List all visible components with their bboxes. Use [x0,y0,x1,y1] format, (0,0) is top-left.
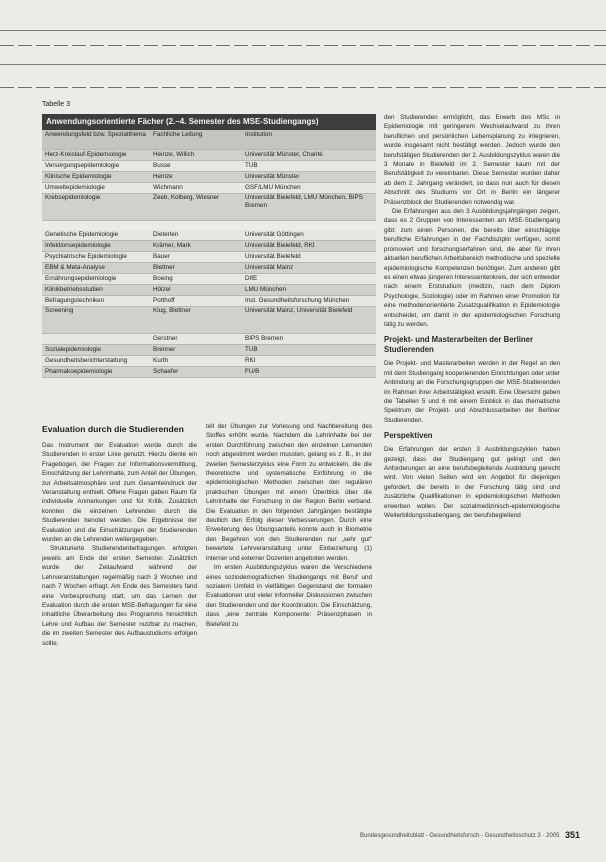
middle-text-column [206,422,372,825]
field-cell: Herz-Kreislauf-Epidemiologie [42,150,150,161]
table-row [42,334,376,345]
lead-cell: Potthoff [150,296,242,307]
table-row [42,307,376,334]
table-title: Anwendungsorientierte Fächer (2.–4. Semester des MSE-Studiengangs) [42,114,376,130]
table-caption: Tabelle 3 [42,101,71,108]
column-header: Anwendungsfeld bzw. Spezialthema [42,130,150,150]
lead-cell: Bauer [150,252,242,263]
field-cell: Psychiatrische Epidemiologie [42,252,150,263]
lead-cell: Schaefer [150,367,242,378]
lead-cell: Kurth [150,356,242,367]
field-cell: Klinische Epidemiologie [42,172,150,183]
institution-cell: Universität Münster [242,172,376,183]
institution-cell: TUB [242,161,376,172]
top-rule-dashed-2 [0,87,606,88]
lead-cell: Dieterlen [150,230,242,241]
field-cell: Sozialepidemiologie [42,345,150,356]
paragraph: den Studierenden ermöglicht, das Erwerb des MSc in Epidemiologie mit geringerem Wechselaufwand zu ihren beruflichen und persönlichen Lebensplanung zu integrieren, wurde insgesamt nicht bestätigt werden. Jedoch wurde den berufstätigen Studierenden der 2. Ausbildungszyklus waren die 3 Monate in Bielefeld im 2. Semester kaum mit der Berufstätigkeit zu vereinbaren. Diese Semester wurden daher ab dem 2. Jahrgang verändert, so dass nun auch für diesen Abschnitt des Studiums vor Ort in Berlin ein längerer Präsenzblock der Studierenden notwendig war. [384,114,560,206]
table-row [42,194,376,221]
institution-cell: DIfE [242,274,376,285]
table-row [42,252,376,263]
section-heading-projects: Projekt- und Masterarbeiten der Berliner Studierenden [384,335,534,355]
field-cell: EBM & Meta-Analyse [42,263,150,274]
institution-cell: Universität Göttingen [242,230,376,241]
institution-cell: Inst. Gesundheitsforschung München [242,296,376,307]
paragraph: Die Erfahrungen aus den 3 Ausbildungsjahrgängen zeigen, dass es 2 Gruppen von Interessenten am MSE-Studiengang gibt: zum einen Personen, die bereits über einschlägige berufliche Erfahrungen in der Fachdisziplin verfügen, somit promoviert und forschungserfahren sind, die aber für ihren aktuellen beruflichen Arbeitsbereich methodische und spezielle epidemiologische Kompetenzen benötigen. Zum anderen gibt es einen etwas jüngeren Interessentenkreis, der sich entweder nach einem Erststudium (medizin, nach dem Diplom Psychologie, Soziologie) oder im Rahmen einer Promotion für eine methodenorientierte Zusatzqualifikation in Epidemiologie entscheidet, um damit in der epidemiologischen Forschung tätig zu werden. [384,208,560,328]
left-text-column [42,441,197,821]
lead-cell: Blettner [150,263,242,274]
top-rule-2 [0,64,606,65]
institution-cell: Universität Bielefeld [242,252,376,263]
field-cell: Genetische Epidemiologie [42,230,150,241]
lead-cell: Krämer, Mark [150,241,242,252]
column-header: Fachliche Leitung [150,130,242,150]
institution-cell: Universität Bielefeld, RKI [242,241,376,252]
section-heading-perspectives: Perspektiven [384,431,433,441]
lead-cell: Heinze [150,172,242,183]
field-cell: Umweltepidemiologie [42,183,150,194]
paragraph: Im ersten Ausbildungszyklus waren die Verschiedene eines soziodemografischen Studiengangs mit Beruf und sozialem Umfeld in vielfältigen Gegenstand der formalen Evaluationen und vieler informeller Diskussionen zwischen den Studierenden und der Koordination. Die Einschätzung, dass „eine zentrale Komponente: Präsenzphasen in Bielefeld zu [206,564,372,628]
lead-cell: Klug, Blettner [150,307,242,334]
table-spacer [42,221,376,231]
lead-cell: Hölzel [150,285,242,296]
right-text-column [384,113,560,841]
lead-cell: Gerstner [150,334,242,345]
table-row [42,241,376,252]
table-row [42,161,376,172]
field-cell: Gesundheitsberichterstattung [42,356,150,367]
institution-cell: Universität Mainz [242,263,376,274]
field-cell: Versorgungsepidemiologie [42,161,150,172]
section-heading-evaluation: Evaluation durch die Studierenden [42,424,184,434]
paragraph: Strukturierte Studierendenbefragungen erfolgten jeweils am Ende der ersten Semester. Zusätzlich wurde der Zeitaufwand während der Lehrveranstaltungen regelmäßig nach 3 Wochen und nach 7 Wochen erfragt. Am Ende des Semesters fand eine Vorbesprechung statt, um das Lernen der Evaluation durch die ersten MSE-Befragungen für eine inhaltliche Überarbeitung des Programms hinsichtlich Lehre und Aufbau der Semester nutzbar zu machen, die im zweiten Semester des Aufbaustudiums erfolgen sollte. [42,545,197,647]
paragraph: Die Erfahrungen der ersten 3 Ausbildungszyklen haben gezeigt, dass der Studiengang gut gelingt und den Anforderungen an eine berufsbegleitende Ausbildung gerecht wird. Von vielen Seiten wird ein Angebot für diejenigen gefordert, die bereits in der Forschung tätig sind und zusätzliche Qualifikationen in epidemiologischen Methoden erwerben wollen. Der sozialmedizinisch-epidemiologische Weiterbildungsstudiengang, der berufsbegleitend [384,446,560,520]
top-rule-dashed-1 [0,45,606,46]
table-row [42,172,376,183]
table-row [42,263,376,274]
table-row [42,296,376,307]
lead-cell: Heinze, Willich [150,150,242,161]
table-row [42,285,376,296]
table-row [42,150,376,161]
table-header-row [42,130,376,150]
institution-cell: GSF/LMU München [242,183,376,194]
table-row [42,183,376,194]
table-row [42,345,376,356]
field-cell: Krebsepidemiologie [42,194,150,221]
institution-cell: RKI [242,356,376,367]
institution-cell: Universität Bielefeld, LMU München, BIPS Bremen [242,194,376,221]
field-cell: Befragungstechniken [42,296,150,307]
institution-cell: TUB [242,345,376,356]
field-cell [42,334,150,345]
top-rule-1 [0,30,606,31]
table-row [42,230,376,241]
institution-cell: LMU München [242,285,376,296]
institution-cell: Universität Mainz, Universität Bielefeld [242,307,376,334]
field-cell: Ernährungsepidemiologie [42,274,150,285]
institution-cell: BIPS Bremen [242,334,376,345]
courses-table [42,130,376,378]
table-row [42,356,376,367]
column-header: Institution [242,130,376,150]
lead-cell: Brenner [150,345,242,356]
paragraph: Das Instrument der Evaluation wurde durch die Studierenden in erster Linie genutzt. Hierzu diente ein Fragebogen, der Fragen zur Informationsvermittlung, Einschätzung der Lehrinhalte, zum Anteil der Übungen, zur Arbeitsatmosphäre und zum Gesamteindruck der Veranstaltung enthielt. Offene Fragen gaben Raum für individuelle Anmerkungen und für Kritik. Zusätzlich konnten die einzelnen Lehrenden durch die Studierenden benotet werden. Die Ergebnisse der Evaluation und die Einschätzungen der Studierenden wurden an die Lehrenden weitergegeben. [42,442,197,544]
field-cell: Pharmakoepidemiologie [42,367,150,378]
table-row [42,367,376,378]
paragraph: tell der Übungen zur Vorlesung und Nachbereitung des Stoffes erhöht wurde. Nachdem die Lehrinhalte bei der ersten Durchführung zwischen den einzelnen Lernenden noch abgestimmt werden mussten, gelang es z. B., in der zweiten Semesterzyklus eine Form zu entwickeln, die die theoretische und systematische Einführung in die epidemiologischen Methoden zwischen den regulären praktischen Übungen mit einem Überblick über die Lehrinhalte der Forschung in der Region Berlin verband. Die Evaluation in den folgenden Jahrgängen bestätigte deutlich den Erfolg dieser Verbesserungen. Durch eine Erweiterung des Übungsanteils konnte auch in Biometrie den Begehren von den Studierenden nur „sehr gut“ bewertete Lehrveranstaltung unter Einbeziehung (1) interner und externer Dozenten angeboten werden. [206,423,372,562]
institution-cell: Universität Münster, Charité [242,150,376,161]
journal-footer: Bundesgesundheitsblatt - Gesundheitsforsch - Gesundheitsschutz 3 · 2005 [360,833,560,839]
page-number: 351 [565,830,581,840]
paragraph: Die Projekt- und Masterarbeiten werden in der Regel an den mit dem Studiengang kooperierenden Einrichtungen oder unter Anbindung an die Forschungsgruppen der MSE-Studierenden im Rahmen ihrer Arbeitstätigkeit erstellt. Eine Übersicht geben die Tabellen 5 und 6 mit einem Einblick in das thematische Spektrum der Projekt- und Abschlussarbeiten der Berliner Studierenden. [384,360,560,424]
table-3 [42,114,376,378]
field-cell: Infektionsepidemiologie [42,241,150,252]
lead-cell: Busse [150,161,242,172]
lead-cell: Zeeb, Kolberg, Wiesner [150,194,242,221]
lead-cell: Wichmann [150,183,242,194]
field-cell: Screening [42,307,150,334]
field-cell: Klinikbetriebsstudien [42,285,150,296]
institution-cell: FU/B [242,367,376,378]
lead-cell: Boeing [150,274,242,285]
table-row [42,274,376,285]
